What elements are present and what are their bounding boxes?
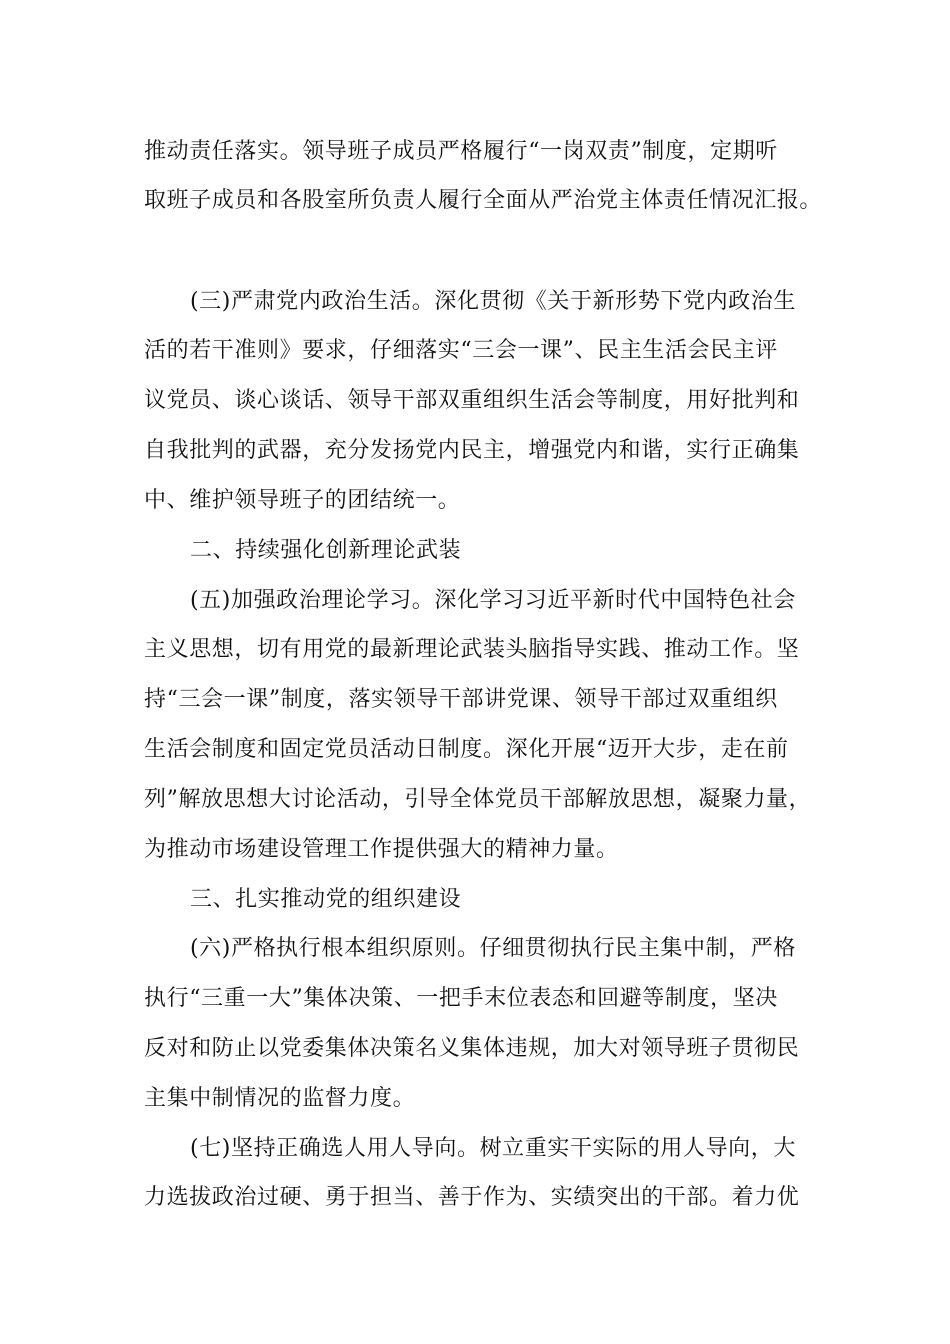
- text-line: 列”解放思想大讨论活动，引导全体党员干部解放思想，凝聚力量，: [144, 787, 812, 812]
- text-line: 主集中制情况的监督力度。: [144, 1086, 416, 1111]
- section-heading-two: 二、持续强化创新理论武装: [190, 538, 462, 563]
- text-line: 推动责任落实。领导班子成员严格履行“一岗双责”制度，定期听: [144, 139, 778, 164]
- text-line: 执行“三重一大”集体决策、一把手末位表态和回避等制度，坚决: [144, 986, 778, 1011]
- text-line: 取班子成员和各股室所负责人履行全面从严治党主体责任情况汇报。: [144, 188, 823, 213]
- paragraph-heading-five: (五)加强政治理论学习。深化学习习近平新时代中国特色社会: [190, 588, 796, 613]
- text-line: 自我批判的武器，充分发扬党内民主，增强党内和谐，实行正确集: [144, 438, 800, 463]
- paragraph-heading-seven: (七)坚持正确选人用人导向。树立重实干实际的用人导向，大: [190, 1136, 796, 1161]
- text-line: 力选拔政治过硬、勇于担当、善于作为、实绩突出的干部。着力优: [144, 1185, 800, 1210]
- text-line: 为推动市场建设管理工作提供强大的精神力量。: [144, 837, 619, 862]
- paragraph-heading-three: (三)严肃党内政治生活。深化贯彻《关于新形势下党内政治生: [190, 289, 796, 314]
- text-line: 中、维护领导班子的团结统一。: [144, 488, 461, 513]
- section-heading-three: 三、扎实推动党的组织建设: [190, 887, 462, 912]
- text-line: 主义思想，切有用党的最新理论武装头脑指导实践、推动工作。坚: [144, 637, 800, 662]
- text-line: 议党员、谈心谈话、领导干部双重组织生活会等制度，用好批判和: [144, 388, 800, 413]
- text-line: 生活会制度和固定党员活动日制度。深化开展“迈开大步，走在前: [144, 737, 789, 762]
- text-line: 持“三会一课”制度，落实领导干部讲党课、领导干部过双重组织: [144, 687, 778, 712]
- text-line: 反对和防止以党委集体决策名义集体违规，加大对领导班子贯彻民: [144, 1036, 800, 1061]
- text-line: 活的若干准则》要求，仔细落实“三会一课”、民主生活会民主评: [144, 338, 778, 363]
- paragraph-heading-six: (六)严格执行根本组织原则。仔细贯彻执行民主集中制，严格: [190, 936, 796, 961]
